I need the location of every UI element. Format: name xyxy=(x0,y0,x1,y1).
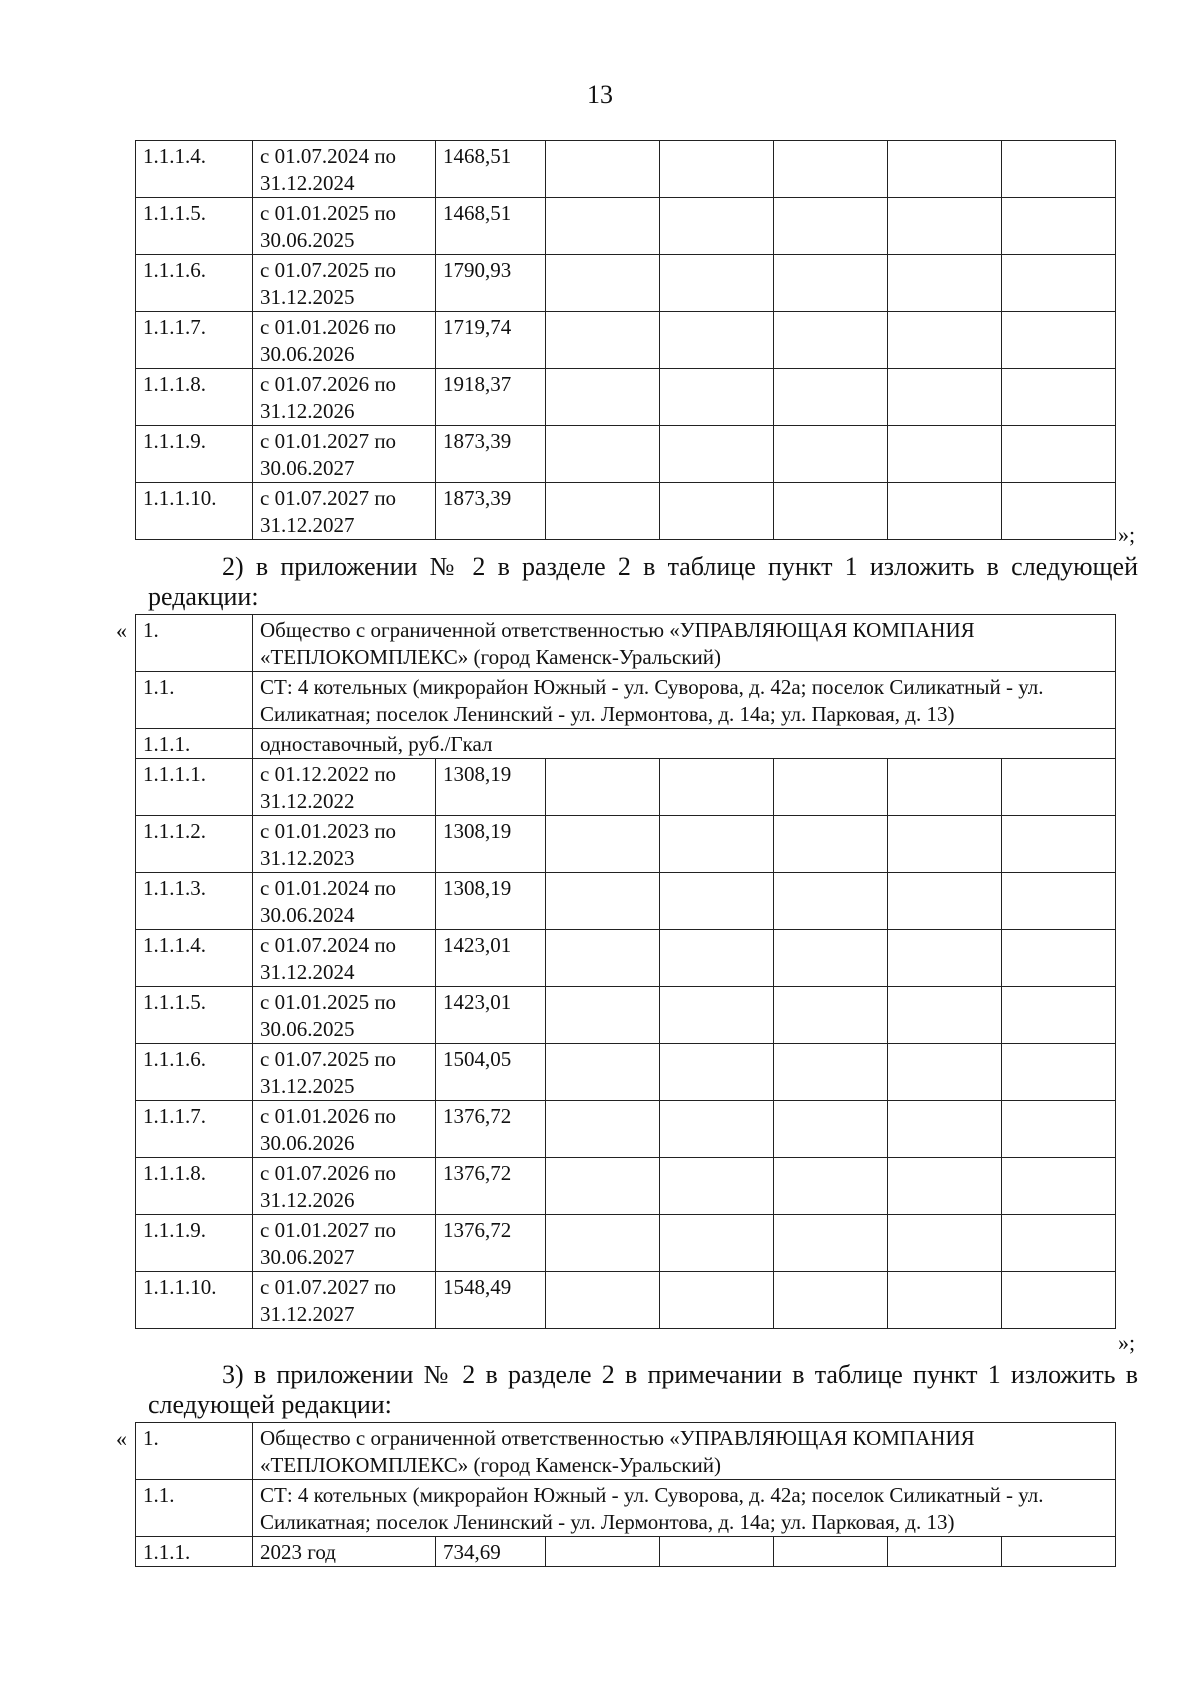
tariff-row xyxy=(136,1158,1116,1215)
row-period: с 01.12.2022 по 31.12.2022 xyxy=(253,759,436,816)
tariff-table-bottom xyxy=(135,1422,1116,1567)
st-description: СТ: 4 котельных (микрорайон Южный - ул. Суворова, д. 42а; поселок Силикатный - ул. Силикатная; поселок Ленинский - ул. Лермонтова, д. 14а; ул. Парковая, д. 13) xyxy=(253,1480,1116,1537)
row-period: с 01.01.2024 по 30.06.2024 xyxy=(253,873,436,930)
row-number: 1.1.1.6. xyxy=(136,1044,253,1101)
empty-cell xyxy=(546,483,660,540)
tariff-row xyxy=(136,198,1116,255)
empty-cell xyxy=(774,1215,888,1272)
row-number: 1.1.1.7. xyxy=(136,312,253,369)
empty-cell xyxy=(1002,198,1116,255)
empty-cell xyxy=(546,369,660,426)
empty-cell xyxy=(1002,1215,1116,1272)
row-number: 1.1.1.9. xyxy=(136,426,253,483)
empty-cell xyxy=(1002,1044,1116,1101)
empty-cell xyxy=(888,759,1002,816)
empty-cell xyxy=(774,141,888,198)
tariff-row xyxy=(136,1215,1116,1272)
row-value: 1790,93 xyxy=(436,255,546,312)
empty-cell xyxy=(546,1044,660,1101)
empty-cell xyxy=(888,483,1002,540)
tariff-row xyxy=(136,930,1116,987)
empty-cell xyxy=(660,312,774,369)
tariff-row xyxy=(136,816,1116,873)
org-name: Общество с ограниченной ответственностью «УПРАВЛЯЮЩАЯ КОМПАНИЯ «ТЕПЛОКОМПЛЕКС» (город Каменск-Уральский) xyxy=(253,1423,1116,1480)
row-period: с 01.07.2024 по 31.12.2024 xyxy=(253,141,436,198)
empty-cell xyxy=(660,1215,774,1272)
row-value: 1548,49 xyxy=(436,1272,546,1329)
paragraph-2: 2) в приложении № 2 в разделе 2 в таблице пункт 1 изложить в следующей редакции: xyxy=(148,552,1138,611)
empty-cell xyxy=(546,141,660,198)
empty-cell xyxy=(888,816,1002,873)
tariff-row xyxy=(136,369,1116,426)
tariff-row xyxy=(136,141,1116,198)
empty-cell xyxy=(774,1044,888,1101)
row-period: с 01.01.2025 по 30.06.2025 xyxy=(253,987,436,1044)
empty-cell xyxy=(1002,1101,1116,1158)
row-period: 2023 год xyxy=(253,1537,436,1567)
tariff-row xyxy=(136,759,1116,816)
tariff-row xyxy=(136,483,1116,540)
row-period: с 01.07.2026 по 31.12.2026 xyxy=(253,369,436,426)
row-value: 1376,72 xyxy=(436,1158,546,1215)
empty-cell xyxy=(774,483,888,540)
empty-cell xyxy=(1002,312,1116,369)
open-quote-bottom: « xyxy=(116,1426,127,1451)
empty-cell xyxy=(660,816,774,873)
empty-cell xyxy=(660,1158,774,1215)
tariff-row xyxy=(136,426,1116,483)
empty-cell xyxy=(1002,483,1116,540)
empty-cell xyxy=(774,255,888,312)
empty-cell xyxy=(774,759,888,816)
year-row xyxy=(136,1537,1116,1567)
st-row xyxy=(136,1480,1116,1537)
empty-cell xyxy=(660,1101,774,1158)
empty-cell xyxy=(1002,873,1116,930)
row-number: 1.1.1.2. xyxy=(136,816,253,873)
row-number: 1.1.1. xyxy=(136,1537,253,1567)
empty-cell xyxy=(888,1044,1002,1101)
empty-cell xyxy=(546,930,660,987)
empty-cell xyxy=(774,1272,888,1329)
empty-cell xyxy=(774,987,888,1044)
org-number: 1. xyxy=(136,615,253,672)
row-period: с 01.07.2025 по 31.12.2025 xyxy=(253,255,436,312)
empty-cell xyxy=(660,873,774,930)
row-value: 1719,74 xyxy=(436,312,546,369)
empty-cell xyxy=(774,426,888,483)
row-value: 1308,19 xyxy=(436,759,546,816)
row-value: 1308,19 xyxy=(436,816,546,873)
empty-cell xyxy=(1002,141,1116,198)
row-number: 1.1.1.7. xyxy=(136,1101,253,1158)
tariff-table-middle xyxy=(135,614,1116,1329)
empty-cell xyxy=(546,1272,660,1329)
row-value: 1468,51 xyxy=(436,198,546,255)
tariff-row xyxy=(136,1101,1116,1158)
tariff-table-top xyxy=(135,140,1116,540)
empty-cell xyxy=(888,1272,1002,1329)
empty-cell xyxy=(888,312,1002,369)
row-period: с 01.07.2024 по 31.12.2024 xyxy=(253,930,436,987)
row-number: 1.1.1.10. xyxy=(136,1272,253,1329)
row-period: с 01.01.2027 по 30.06.2027 xyxy=(253,1215,436,1272)
empty-cell xyxy=(546,1101,660,1158)
empty-cell xyxy=(546,312,660,369)
row-value: 1376,72 xyxy=(436,1215,546,1272)
row-period: с 01.01.2027 по 30.06.2027 xyxy=(253,426,436,483)
st-description: СТ: 4 котельных (микрорайон Южный - ул. Суворова, д. 42а; поселок Силикатный - ул. Силикатная; поселок Ленинский - ул. Лермонтова, д. 14а; ул. Парковая, д. 13) xyxy=(253,672,1116,729)
empty-cell xyxy=(1002,987,1116,1044)
st-number: 1.1. xyxy=(136,1480,253,1537)
empty-cell xyxy=(1002,369,1116,426)
row-number: 1.1.1.6. xyxy=(136,255,253,312)
row-period: с 01.01.2023 по 31.12.2023 xyxy=(253,816,436,873)
row-number: 1.1.1.4. xyxy=(136,141,253,198)
empty-cell xyxy=(546,198,660,255)
empty-cell xyxy=(774,930,888,987)
row-period: с 01.01.2026 по 30.06.2026 xyxy=(253,312,436,369)
open-quote-mid: « xyxy=(116,618,127,643)
row-value: 1376,72 xyxy=(436,1101,546,1158)
tariff-row xyxy=(136,255,1116,312)
row-value: 1873,39 xyxy=(436,483,546,540)
row-number: 1.1.1.8. xyxy=(136,1158,253,1215)
empty-cell xyxy=(888,1158,1002,1215)
empty-cell xyxy=(888,255,1002,312)
empty-cell xyxy=(660,255,774,312)
empty-cell xyxy=(660,483,774,540)
empty-cell xyxy=(546,1158,660,1215)
empty-cell xyxy=(1002,1272,1116,1329)
empty-cell xyxy=(888,1215,1002,1272)
row-value: 1423,01 xyxy=(436,930,546,987)
paragraph-3: 3) в приложении № 2 в разделе 2 в примечании в таблице пункт 1 изложить в следующей редакции: xyxy=(148,1360,1138,1419)
empty-cell xyxy=(774,1158,888,1215)
empty-cell xyxy=(546,816,660,873)
empty-cell xyxy=(660,369,774,426)
empty-cell xyxy=(774,1537,888,1567)
empty-cell xyxy=(546,873,660,930)
empty-cell xyxy=(774,816,888,873)
row-period: с 01.07.2026 по 31.12.2026 xyxy=(253,1158,436,1215)
rate-type: одноставочный, руб./Гкал xyxy=(253,729,1116,759)
rate-row xyxy=(136,729,1116,759)
st-number: 1.1. xyxy=(136,672,253,729)
empty-cell xyxy=(888,369,1002,426)
empty-cell xyxy=(546,1215,660,1272)
row-value: 1423,01 xyxy=(436,987,546,1044)
empty-cell xyxy=(774,1101,888,1158)
empty-cell xyxy=(660,198,774,255)
empty-cell xyxy=(1002,1158,1116,1215)
row-value: 734,69 xyxy=(436,1537,546,1567)
empty-cell xyxy=(546,1537,660,1567)
tariff-row xyxy=(136,987,1116,1044)
row-number: 1.1.1.9. xyxy=(136,1215,253,1272)
empty-cell xyxy=(1002,426,1116,483)
row-number: 1.1.1.1. xyxy=(136,759,253,816)
row-number: 1.1.1.8. xyxy=(136,369,253,426)
row-number: 1.1.1.3. xyxy=(136,873,253,930)
empty-cell xyxy=(1002,255,1116,312)
empty-cell xyxy=(546,426,660,483)
empty-cell xyxy=(888,930,1002,987)
empty-cell xyxy=(660,930,774,987)
org-number: 1. xyxy=(136,1423,253,1480)
row-value: 1504,05 xyxy=(436,1044,546,1101)
empty-cell xyxy=(1002,930,1116,987)
empty-cell xyxy=(660,1044,774,1101)
tariff-row xyxy=(136,1044,1116,1101)
empty-cell xyxy=(888,1101,1002,1158)
tariff-row xyxy=(136,873,1116,930)
st-row xyxy=(136,672,1116,729)
row-number: 1.1.1.10. xyxy=(136,483,253,540)
empty-cell xyxy=(888,198,1002,255)
row-value: 1468,51 xyxy=(436,141,546,198)
empty-cell xyxy=(774,369,888,426)
empty-cell xyxy=(888,426,1002,483)
empty-cell xyxy=(774,198,888,255)
empty-cell xyxy=(546,759,660,816)
tariff-row xyxy=(136,1272,1116,1329)
org-row xyxy=(136,1423,1116,1480)
empty-cell xyxy=(660,1537,774,1567)
empty-cell xyxy=(774,312,888,369)
row-number: 1.1.1.4. xyxy=(136,930,253,987)
close-quote-top: »; xyxy=(1118,522,1136,547)
empty-cell xyxy=(546,987,660,1044)
empty-cell xyxy=(888,987,1002,1044)
empty-cell xyxy=(660,1272,774,1329)
row-period: с 01.07.2027 по 31.12.2027 xyxy=(253,1272,436,1329)
empty-cell xyxy=(660,759,774,816)
page-number: 13 xyxy=(587,80,613,109)
row-value: 1918,37 xyxy=(436,369,546,426)
empty-cell xyxy=(660,987,774,1044)
row-period: с 01.01.2026 по 30.06.2026 xyxy=(253,1101,436,1158)
empty-cell xyxy=(888,1537,1002,1567)
row-period: с 01.07.2027 по 31.12.2027 xyxy=(253,483,436,540)
empty-cell xyxy=(774,873,888,930)
rate-number: 1.1.1. xyxy=(136,729,253,759)
org-row xyxy=(136,615,1116,672)
row-period: с 01.07.2025 по 31.12.2025 xyxy=(253,1044,436,1101)
row-number: 1.1.1.5. xyxy=(136,987,253,1044)
row-period: с 01.01.2025 по 30.06.2025 xyxy=(253,198,436,255)
empty-cell xyxy=(660,141,774,198)
empty-cell xyxy=(888,141,1002,198)
empty-cell xyxy=(1002,816,1116,873)
empty-cell xyxy=(546,255,660,312)
row-number: 1.1.1.5. xyxy=(136,198,253,255)
row-value: 1308,19 xyxy=(436,873,546,930)
empty-cell xyxy=(1002,759,1116,816)
close-quote-mid: »; xyxy=(1118,1330,1136,1355)
tariff-row xyxy=(136,312,1116,369)
empty-cell xyxy=(888,873,1002,930)
org-name: Общество с ограниченной ответственностью «УПРАВЛЯЮЩАЯ КОМПАНИЯ «ТЕПЛОКОМПЛЕКС» (город Каменск-Уральский) xyxy=(253,615,1116,672)
empty-cell xyxy=(1002,1537,1116,1567)
empty-cell xyxy=(660,426,774,483)
row-value: 1873,39 xyxy=(436,426,546,483)
